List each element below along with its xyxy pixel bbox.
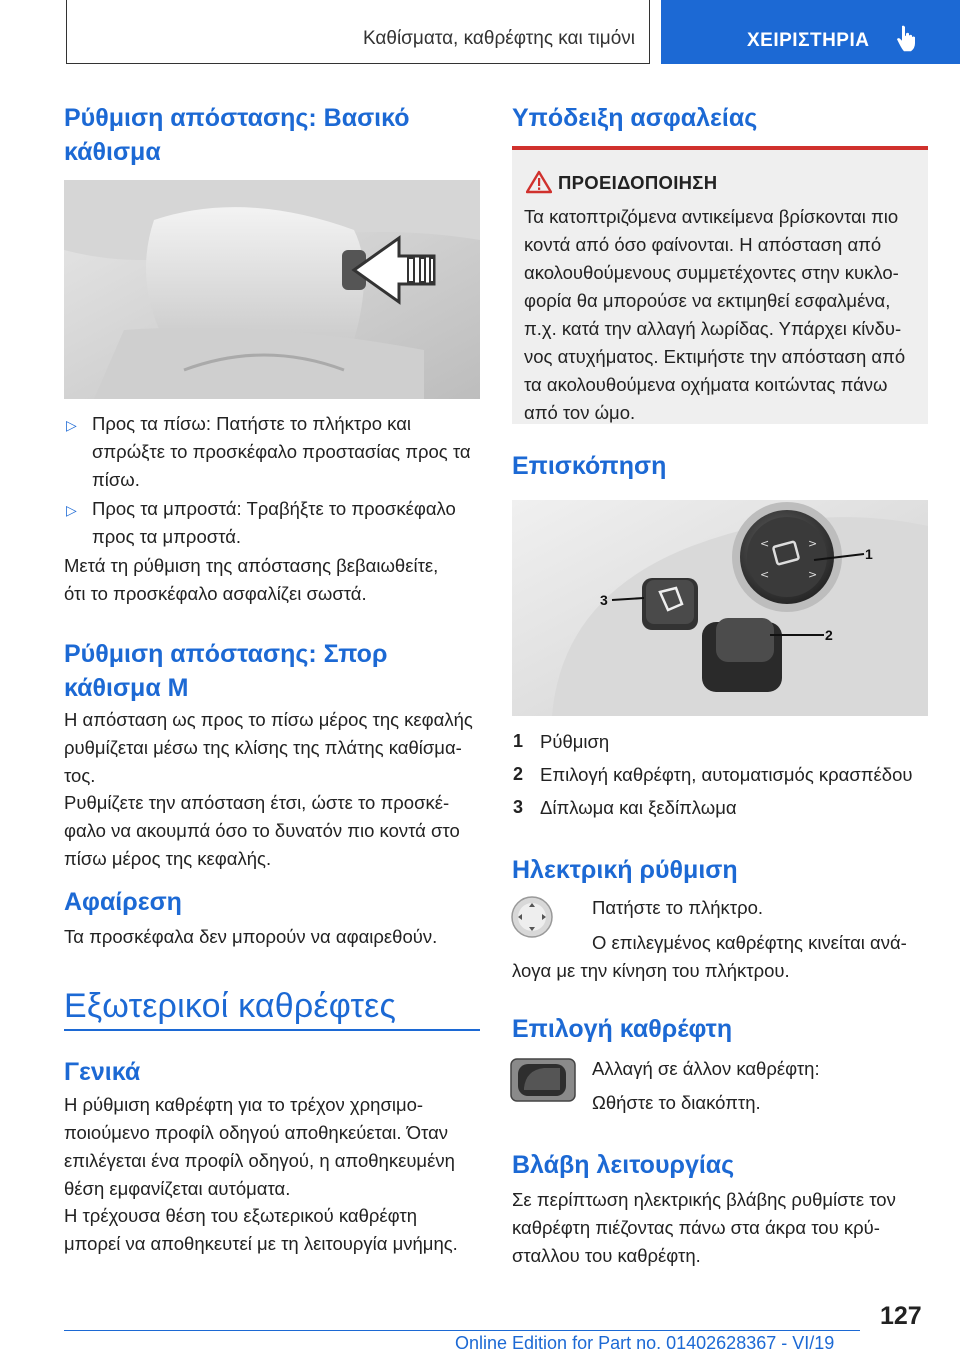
text-line: πίσω μέρος της κεφαλής. [64, 848, 272, 869]
text-line: καθρέφτη πιέζοντας πάνω στα άκρα του κρύ- [512, 1217, 880, 1238]
electric-paragraph-1: Πατήστε το πλήκτρο. [592, 897, 764, 918]
text-line: από τον ώμο. [524, 402, 636, 423]
callout-3: 3 [600, 592, 608, 608]
text-line: Τα κατοπτριζόμενα αντικείμενα βρίσκονται πιο [524, 206, 899, 227]
text-line: Μετά τη ρύθμιση της απόστασης βεβαιωθείτε, [64, 555, 439, 576]
general-paragraph-2 [64, 1202, 458, 1258]
heading-mirror-select: Επιλογή καθρέφτη [512, 1015, 733, 1043]
text-line: κοντά από όσο φαίνονται. Η απόσταση από [524, 234, 882, 255]
svg-text:>: > [808, 568, 818, 581]
text-line: Σε περίπτωση ηλεκτρικής βλάβης ρυθμίστε τον [512, 1189, 896, 1210]
bullet-triangle-icon: ▷ [66, 502, 77, 518]
select-paragraph-2: Ωθήστε το διακόπτη. [592, 1092, 761, 1113]
heading-removal: Αφαίρεση [64, 888, 182, 916]
legend-number: 2 [513, 764, 524, 784]
text-line: Προς τα μπροστά: Τραβήξτε το προσκέφαλο [92, 498, 456, 519]
header-chapter-box [66, 0, 650, 64]
text-line: θέση εμφανίζεται αυτόματα. [64, 1178, 291, 1199]
callout-1: 1 [865, 546, 873, 562]
svg-text:>: > [808, 537, 818, 550]
text-line: λογα με την κίνηση του πλήκτρου. [512, 960, 790, 981]
text-line: ότι το προσκέφαλο ασφαλίζει σωστά. [64, 583, 367, 604]
legend-number: 1 [513, 731, 524, 751]
headrest-image [64, 180, 480, 399]
bullet-forward-text [92, 495, 456, 551]
heading-basic-seat [64, 101, 410, 169]
text-line: Η τρέχουσα θέση του εξωτερικού καθρέφτη [64, 1205, 418, 1226]
legend-text: Δίπλωμα και ξεδίπλωμα [540, 797, 737, 818]
text-line: Ρυθμίζετε την απόσταση έτσι, ώστε το προσκέ- [64, 792, 450, 813]
heading-line: κάθισμα [64, 138, 161, 166]
text-line: ποιούμενο προφίλ οδηγού αποθηκεύεται. Όταν [64, 1122, 449, 1143]
text-line: Ο επιλεγμένος καθρέφτης κινείται ανά- [592, 932, 907, 953]
text-line: σταλλου του καθρέφτη. [512, 1245, 701, 1266]
legend-text: Επιλογή καθρέφτη, αυτοματισμός κρασπέδου [540, 764, 913, 785]
text-line: σπρώξτε το προσκέφαλο προστασίας προς τα [92, 441, 471, 462]
bullet-triangle-icon: ▷ [66, 417, 77, 433]
warning-text [524, 203, 905, 427]
malfunction-paragraph [512, 1186, 896, 1270]
select-paragraph-1: Αλλαγή σε άλλον καθρέφτη: [592, 1058, 820, 1079]
header-section-tab[interactable] [661, 0, 960, 64]
heading-electric-adjust: Ηλεκτρική ρύθμιση [512, 856, 738, 884]
text-line: Η ρύθμιση καθρέφτη για το τρέχον χρησιμο- [64, 1094, 424, 1115]
mirror-controls-image [512, 500, 928, 716]
text-line: φαλο να ακουμπά όσο το δυνατόν πιο κοντά στο [64, 820, 460, 841]
legend-text: Ρύθμιση [540, 731, 610, 752]
electric-paragraph-2 [512, 929, 907, 985]
after-adjust-text [64, 552, 438, 608]
warning-title: ΠΡΟΕΙΔΟΠΟΙΗΣΗ [558, 172, 718, 193]
svg-text:<: < [760, 537, 770, 550]
text-line: ρυθμίζεται μέσω της κλίσης της πλάτης καθίσμα- [64, 737, 462, 758]
heading-rule [64, 1029, 480, 1031]
svg-text:<: < [760, 568, 770, 581]
text-line: Η απόσταση ως προς το πίσω μέρος της κεφαλής [64, 709, 473, 730]
text-line: νος ατυχήματος. Εκτιμήστε την απόσταση από [524, 346, 906, 367]
heading-general: Γενικά [64, 1058, 141, 1086]
heading-exterior-mirrors: Εξωτερικοί καθρέφτες [64, 987, 397, 1025]
footer-edition[interactable]: Online Edition for Part no. 01402628367 - VI/19 [455, 1333, 835, 1353]
sport-paragraph-1 [64, 706, 473, 790]
heading-overview: Επισκόπηση [512, 452, 667, 480]
page-number: 127 [880, 1302, 922, 1330]
sport-paragraph-2 [64, 789, 460, 873]
footer-rule [64, 1330, 860, 1331]
heading-line: Ρύθμιση απόστασης: Βασικό [64, 104, 410, 132]
text-line: ακολουθούμενους συμμετέχοντες στην κυκλο- [524, 262, 899, 283]
text-line: επιλέγεται ένα προφίλ οδηγού, η αποθηκευμένη [64, 1150, 455, 1171]
text-line: μπορεί να αποθηκευτεί με τη λειτουργία μνήμης. [64, 1233, 458, 1254]
heading-line: Ρύθμιση απόστασης: Σπορ [64, 640, 388, 668]
text-line: πίσω. [92, 469, 140, 490]
text-line: φορία θα μπορούσε να εκτιμηθεί εσφαλμένα, [524, 290, 891, 311]
callout-2: 2 [825, 627, 833, 643]
general-paragraph-1 [64, 1091, 455, 1203]
heading-line: κάθισμα M [64, 674, 189, 702]
mirror-select-switch-icon [510, 1058, 576, 1102]
warning-box [512, 146, 928, 424]
warning-triangle-icon [526, 170, 552, 194]
chapter-title: Καθίσματα, καθρέφτης και τιμόνι [362, 28, 635, 49]
removal-text: Τα προσκέφαλα δεν μπορούν να αφαιρεθούν. [64, 926, 438, 947]
heading-sport-seat [64, 637, 387, 705]
text-line: π.χ. κατά την αλλαγή λωρίδας. Υπάρχει κίνδυ- [524, 318, 902, 339]
heading-safety-note: Υπόδειξη ασφαλείας [512, 104, 758, 132]
text-line: τα ακολουθούμενα οχήματα κοιτώντας πάνω [524, 374, 888, 395]
section-title: ΧΕΙΡΙΣΤΗΡΙΑ [747, 30, 870, 51]
heading-malfunction: Βλάβη λειτουργίας [512, 1151, 735, 1179]
text-line: προς τα μπροστά. [92, 526, 242, 547]
legend-number: 3 [513, 797, 524, 817]
text-line: Προς τα πίσω: Πατήστε το πλήκτρο και [92, 413, 412, 434]
hand-pointer-icon [897, 24, 921, 52]
text-line: τος. [64, 765, 96, 786]
bullet-backward-text [92, 410, 471, 494]
